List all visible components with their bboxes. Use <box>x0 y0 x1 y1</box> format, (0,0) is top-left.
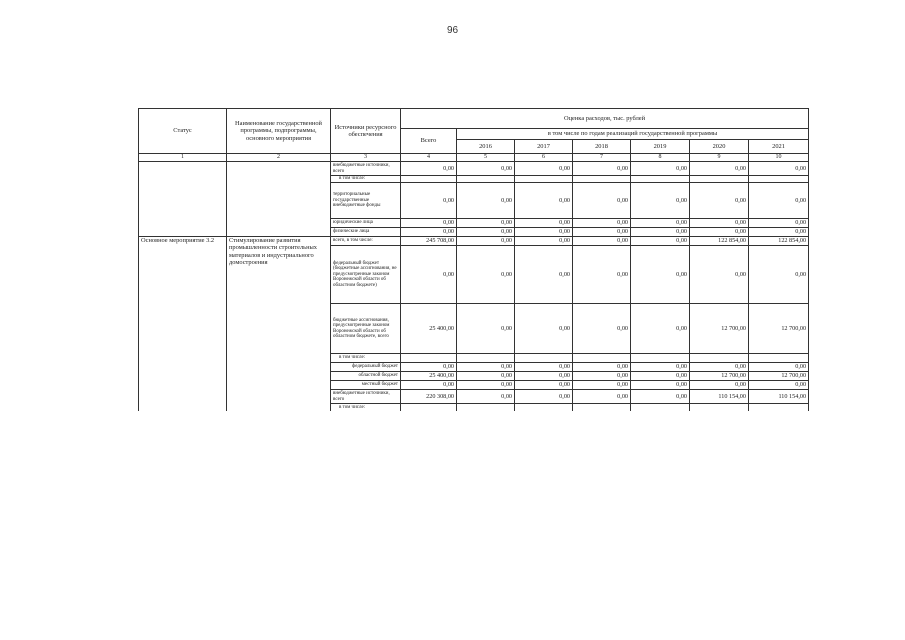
value-cell: 0,00 <box>631 372 690 381</box>
value-cell: 110 154,00 <box>749 390 809 404</box>
value-cell: 0,00 <box>401 228 457 237</box>
value-cell <box>573 354 631 363</box>
source-cell: юридические лица <box>331 219 401 228</box>
value-cell: 0,00 <box>573 183 631 219</box>
source-cell: в том числе: <box>331 354 401 363</box>
source-cell: федеральный бюджет <box>331 363 401 372</box>
value-cell: 0,00 <box>631 246 690 304</box>
value-cell: 0,00 <box>749 363 809 372</box>
value-cell: 0,00 <box>401 219 457 228</box>
status-cell-empty <box>139 162 227 237</box>
header-by-years: в том числе по годам реализаций государственной программы <box>457 129 809 140</box>
column-number: 2 <box>227 154 331 162</box>
column-number: 9 <box>690 154 749 162</box>
value-cell: 245 708,00 <box>401 237 457 246</box>
value-cell: 0,00 <box>573 219 631 228</box>
value-cell: 0,00 <box>515 237 573 246</box>
value-cell: 0,00 <box>457 304 515 354</box>
header-status: Статус <box>139 109 227 154</box>
source-cell: в том числе: <box>331 404 401 411</box>
value-cell: 0,00 <box>749 246 809 304</box>
value-cell: 0,00 <box>457 363 515 372</box>
value-cell: 0,00 <box>690 183 749 219</box>
value-cell: 0,00 <box>749 183 809 219</box>
value-cell: 0,00 <box>631 390 690 404</box>
value-cell: 0,00 <box>515 162 573 176</box>
value-cell: 0,00 <box>515 183 573 219</box>
column-number: 1 <box>139 154 227 162</box>
value-cell: 0,00 <box>515 304 573 354</box>
value-cell: 0,00 <box>515 381 573 390</box>
value-cell: 0,00 <box>573 228 631 237</box>
value-cell: 0,00 <box>631 219 690 228</box>
year-cell: 2016 <box>457 140 515 154</box>
value-cell <box>457 354 515 363</box>
value-cell: 0,00 <box>457 372 515 381</box>
value-cell: 0,00 <box>457 246 515 304</box>
value-cell: 0,00 <box>631 304 690 354</box>
header-row-1 <box>139 109 809 129</box>
value-cell <box>573 404 631 411</box>
value-cell: 0,00 <box>573 162 631 176</box>
value-cell <box>401 354 457 363</box>
value-cell <box>515 404 573 411</box>
source-cell: внебюджетные источники, всего <box>331 162 401 176</box>
value-cell <box>401 176 457 183</box>
value-cell: 122 854,00 <box>749 237 809 246</box>
value-cell: 0,00 <box>690 363 749 372</box>
value-cell: 0,00 <box>573 246 631 304</box>
value-cell: 0,00 <box>690 162 749 176</box>
source-cell: федеральный бюджет (бюджетные ассигнования, не предусмотренные законом Воронежской области об областном бюджете) <box>331 246 401 304</box>
column-number: 5 <box>457 154 515 162</box>
value-cell: 0,00 <box>749 381 809 390</box>
value-cell <box>631 404 690 411</box>
value-cell: 0,00 <box>749 162 809 176</box>
value-cell: 122 854,00 <box>690 237 749 246</box>
column-number: 8 <box>631 154 690 162</box>
value-cell <box>457 404 515 411</box>
value-cell: 0,00 <box>515 228 573 237</box>
value-cell: 0,00 <box>573 237 631 246</box>
value-cell: 0,00 <box>631 381 690 390</box>
header-estimate: Оценка расходов, тыс. рублей <box>401 109 809 129</box>
column-number: 10 <box>749 154 809 162</box>
value-cell: 0,00 <box>515 363 573 372</box>
value-cell: 0,00 <box>631 183 690 219</box>
column-number: 4 <box>401 154 457 162</box>
budget-table <box>138 108 809 411</box>
value-cell: 0,00 <box>690 228 749 237</box>
value-cell: 0,00 <box>515 219 573 228</box>
value-cell: 110 154,00 <box>690 390 749 404</box>
source-cell: областной бюджет <box>331 372 401 381</box>
source-cell: территориальные государственные внебюджетные фонды <box>331 183 401 219</box>
source-cell: физические лица <box>331 228 401 237</box>
value-cell: 0,00 <box>573 381 631 390</box>
value-cell: 220 308,00 <box>401 390 457 404</box>
name-cell: Стимулирование развития промышленности строительных материалов и индустриального домостроения <box>227 237 331 411</box>
value-cell <box>457 176 515 183</box>
year-cell: 2020 <box>690 140 749 154</box>
value-cell: 12 700,00 <box>749 304 809 354</box>
year-cell: 2019 <box>631 140 690 154</box>
value-cell: 0,00 <box>457 390 515 404</box>
value-cell <box>749 404 809 411</box>
value-cell: 0,00 <box>631 363 690 372</box>
value-cell: 0,00 <box>631 162 690 176</box>
source-cell: внебюджетные источники, всего <box>331 390 401 404</box>
value-cell: 0,00 <box>515 246 573 304</box>
value-cell: 12 700,00 <box>749 372 809 381</box>
table-row <box>139 237 809 246</box>
value-cell: 0,00 <box>749 219 809 228</box>
status-cell: Основное мероприятие 3.2 <box>139 237 227 411</box>
value-cell <box>690 404 749 411</box>
value-cell: 0,00 <box>690 219 749 228</box>
column-number-row <box>139 154 809 162</box>
year-cell: 2018 <box>573 140 631 154</box>
header-sources: Источники ресурсного обеспечения <box>331 109 401 154</box>
value-cell: 0,00 <box>690 246 749 304</box>
source-cell: местный бюджет <box>331 381 401 390</box>
value-cell: 12 700,00 <box>690 372 749 381</box>
source-cell: в том числе: <box>331 176 401 183</box>
value-cell: 0,00 <box>573 372 631 381</box>
source-cell: бюджетные ассигнования, предусмотренные законом Воронежской области об областном бюджете, всего <box>331 304 401 354</box>
value-cell: 0,00 <box>457 162 515 176</box>
value-cell <box>690 354 749 363</box>
value-cell <box>573 176 631 183</box>
page-number: 96 <box>446 25 459 36</box>
value-cell <box>515 354 573 363</box>
value-cell: 0,00 <box>457 228 515 237</box>
value-cell: 0,00 <box>573 390 631 404</box>
value-cell <box>515 176 573 183</box>
year-cell: 2021 <box>749 140 809 154</box>
value-cell: 0,00 <box>401 162 457 176</box>
value-cell <box>749 176 809 183</box>
value-cell: 0,00 <box>690 381 749 390</box>
value-cell <box>749 354 809 363</box>
column-number: 7 <box>573 154 631 162</box>
value-cell: 0,00 <box>401 246 457 304</box>
value-cell <box>631 176 690 183</box>
value-cell: 0,00 <box>457 381 515 390</box>
value-cell: 25 400,00 <box>401 304 457 354</box>
name-cell-empty <box>227 162 331 237</box>
value-cell: 0,00 <box>457 219 515 228</box>
column-number: 3 <box>331 154 401 162</box>
source-cell: всего, в том числе: <box>331 237 401 246</box>
value-cell: 0,00 <box>573 304 631 354</box>
header-total: Всего <box>401 129 457 154</box>
value-cell: 0,00 <box>401 363 457 372</box>
value-cell: 0,00 <box>401 381 457 390</box>
value-cell: 0,00 <box>457 183 515 219</box>
value-cell: 0,00 <box>573 363 631 372</box>
value-cell <box>690 176 749 183</box>
value-cell: 0,00 <box>515 372 573 381</box>
table-row <box>139 162 809 176</box>
value-cell: 12 700,00 <box>690 304 749 354</box>
value-cell: 0,00 <box>457 237 515 246</box>
value-cell: 25 400,00 <box>401 372 457 381</box>
value-cell: 0,00 <box>631 228 690 237</box>
value-cell: 0,00 <box>515 390 573 404</box>
column-number: 6 <box>515 154 573 162</box>
value-cell <box>401 404 457 411</box>
value-cell: 0,00 <box>631 237 690 246</box>
header-name: Наименование государственной программы, подпрограммы, основного мероприятия <box>227 109 331 154</box>
value-cell: 0,00 <box>749 228 809 237</box>
year-cell: 2017 <box>515 140 573 154</box>
value-cell: 0,00 <box>401 183 457 219</box>
value-cell <box>631 354 690 363</box>
